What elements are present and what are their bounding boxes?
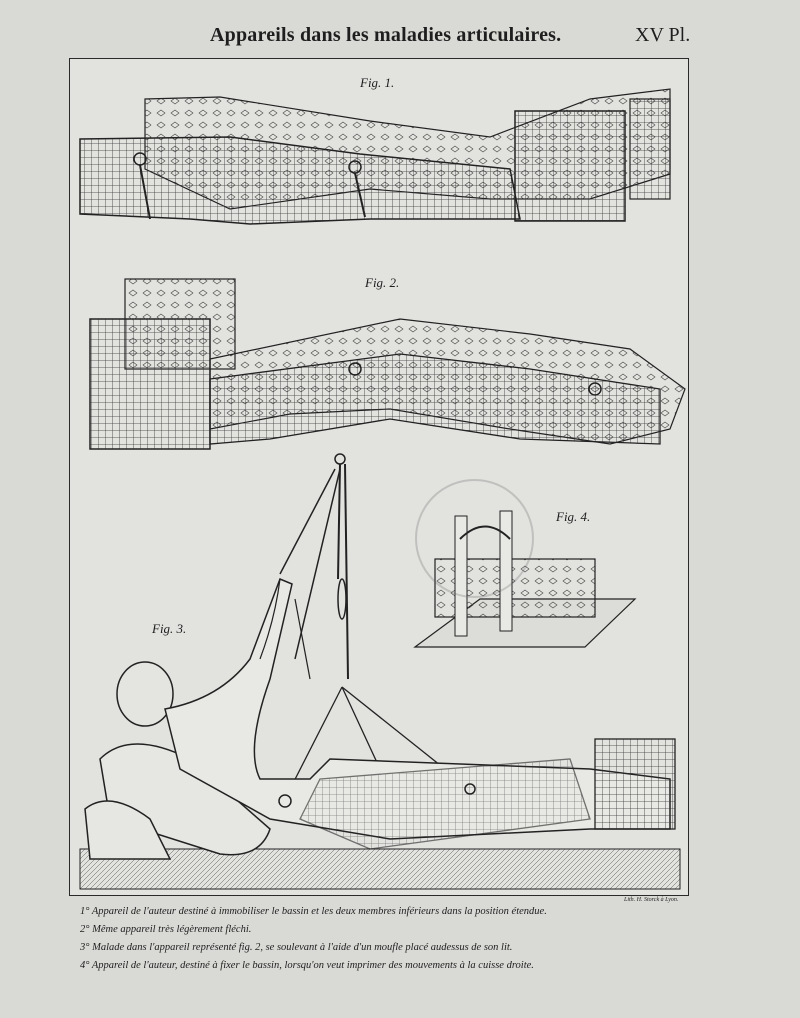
- figure-captions: [80, 903, 700, 975]
- fig2-apparatus: [90, 279, 685, 449]
- lithographer-credit: Lith. H. Storck à Lyon.: [624, 897, 679, 903]
- caption-3: 3° Malade dans l'appareil représenté fig. 2, se soulevant à l'aide d'un moufle placé audessus de son lit.: [80, 942, 513, 953]
- fig1-apparatus: [80, 89, 670, 224]
- engraving-illustration: [70, 59, 688, 895]
- caption-1: 1° Appareil de l'auteur destiné à immobiliser le bassin et les deux membres inférieurs dans la position étendue.: [80, 906, 547, 917]
- engraving-plate: [69, 58, 689, 896]
- fig2-label: Fig. 2.: [365, 275, 400, 290]
- caption-4: 4° Appareil de l'auteur, destiné à fixer le bassin, lorsqu'on veut imprimer des mouvements à la cuisse droite.: [80, 960, 534, 971]
- plate-number: XV Pl.: [635, 24, 691, 46]
- library-stamp: [415, 479, 534, 598]
- fig1-label: Fig. 1.: [360, 75, 395, 90]
- page-title: Appareils dans les maladies articulaires.: [210, 24, 562, 46]
- fig3-label: Fig. 3.: [152, 621, 187, 636]
- caption-2: 2° Même appareil très légèrement fléchi.: [80, 924, 252, 935]
- fig4-label: Fig. 4.: [556, 509, 591, 524]
